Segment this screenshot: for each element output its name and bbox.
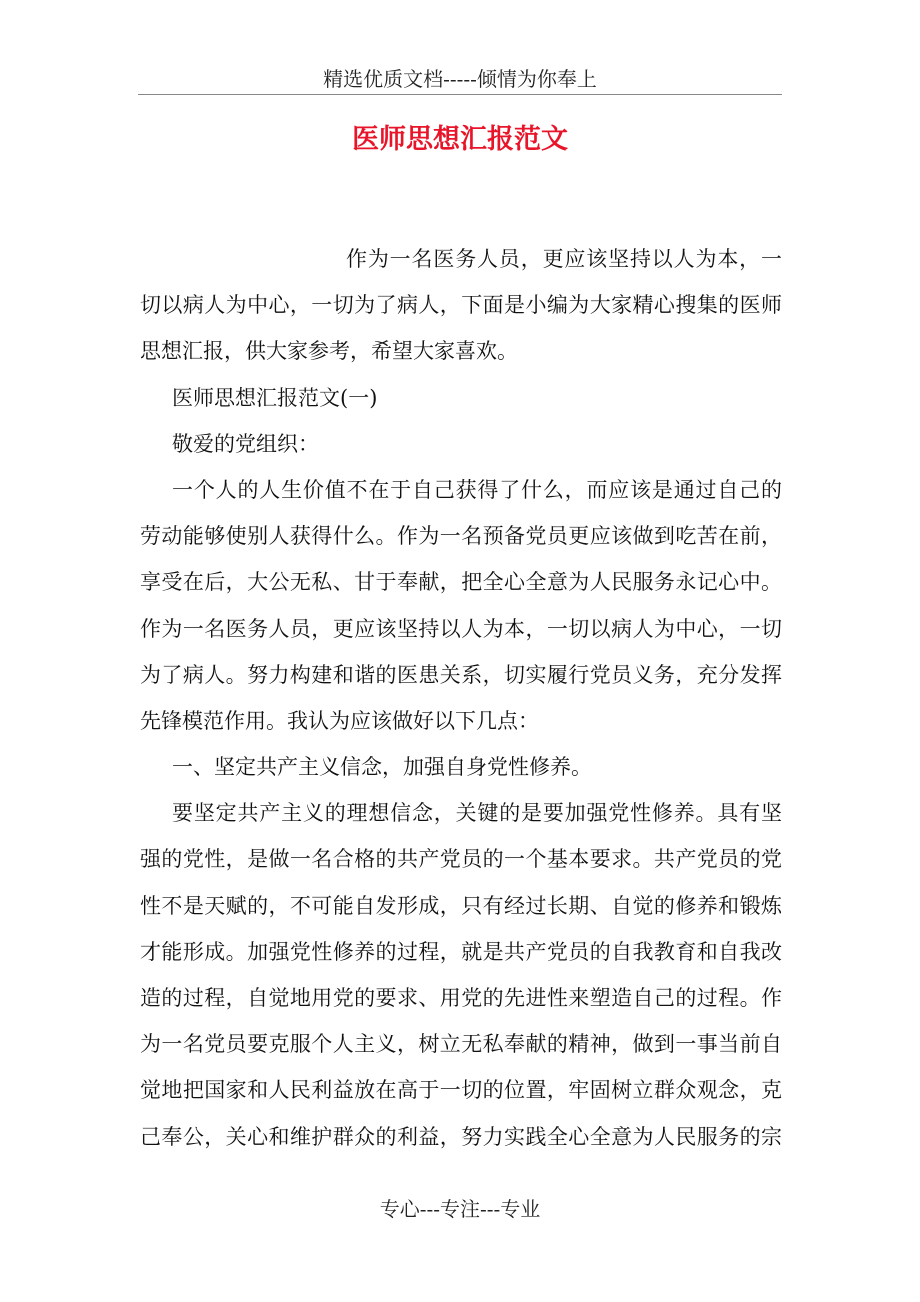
document-body [140,236,782,1160]
body-line: 思想汇报，供大家参考，希望大家喜欢。 [140,339,518,364]
body-line: 觉地把国家和人民利益放在高于一切的位置，牢固树立群众观念，克 [140,1078,782,1103]
body-line: 一、坚定共产主义信念，加强自身党性修养。 [172,755,592,780]
body-line: 造的过程，自觉地用党的要求、用党的先进性来塑造自己的过程。作 [140,986,782,1010]
body-line: 切以病人为中心，一切为了病人，下面是小编为大家精心搜集的医师 [140,293,782,318]
body-line: 一个人的人生价值不在于自己获得了什么，而应该是通过自己的 [172,477,782,502]
body-line: 劳动能够使别人获得什么。作为一名预备党员更应该做到吃苦在前， [140,524,782,549]
body-line: 为了病人。努力构建和谐的医患关系，切实履行党员义务，充分发挥 [140,662,782,687]
body-line: 作为一名医务人员，更应该坚持以人为本，一切以病人为中心，一切 [140,616,782,641]
body-line: 才能形成。加强党性修养的过程，就是共产党员的自我教育和自我改 [140,939,782,964]
body-line: 强的党性，是做一名合格的共产党员的一个基本要求。共产党员的党 [140,847,782,872]
body-line: 要坚定共产主义的理想信念，关键的是要加强党性修养。具有坚 [172,801,782,826]
body-line: 作为一名医务人员，更应该坚持以人为本，一 [346,247,782,271]
body-line: 享受在后，大公无私、甘于奉献，把全心全意为人民服务永记心中。 [140,570,782,595]
page-footer: 专心---专注---专业 [379,1197,541,1221]
body-line: 先锋模范作用。我认为应该做好以下几点： [140,708,539,733]
document-title: 医师思想汇报范文 [352,124,568,155]
body-line: 敬爱的党组织： [172,431,319,456]
body-line: 为一名党员要克服个人主义，树立无私奉献的精神，做到一事当前自 [140,1032,782,1057]
body-line: 医师思想汇报范文(一) [172,385,378,410]
body-line: 性不是天赋的，不可能自发形成，只有经过长期、自觉的修养和锻炼 [140,893,782,918]
page-header: 精选优质文档-----倾情为你奉上 [138,64,782,95]
body-line: 己奉公，关心和维护群众的利益，努力实践全心全意为人民服务的宗 [140,1124,782,1149]
